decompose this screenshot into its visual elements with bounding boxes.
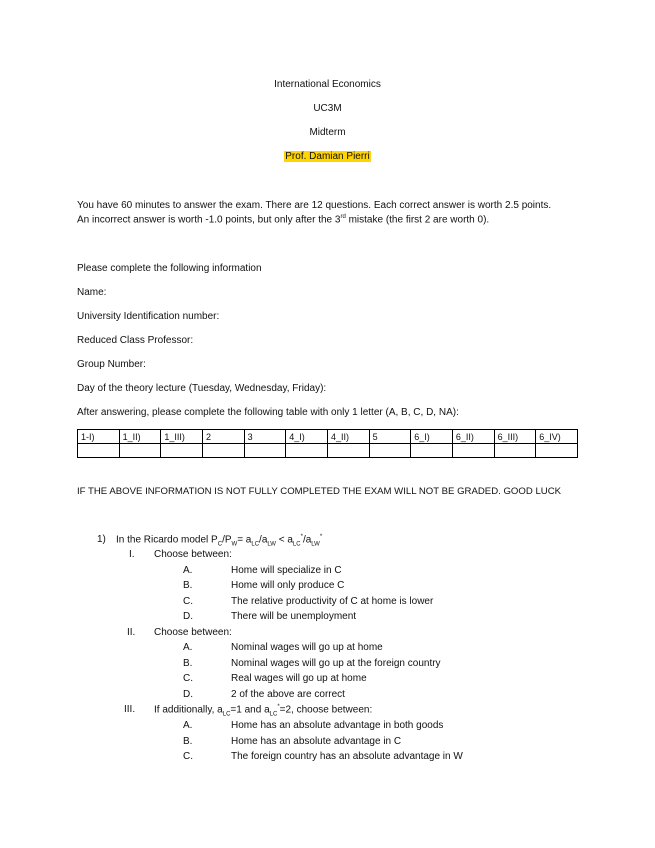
table-instructions: After answering, please complete the following table with only 1 letter (A, B, C, D, NA):: [77, 407, 459, 418]
university-name: UC3M: [313, 103, 342, 114]
option-text[interactable]: Home will only produce C: [231, 580, 345, 591]
answer-header-cell: 1_III): [161, 430, 203, 444]
option-letter: D.: [183, 689, 193, 700]
instructions-line-1: You have 60 minutes to answer the exam. There are 12 questions. Each correct answer is worth 2.5 points.: [77, 200, 552, 211]
question-1-number: 1): [97, 534, 106, 545]
answer-cell[interactable]: [494, 444, 536, 458]
answer-cell[interactable]: [369, 444, 411, 458]
option-letter: A.: [183, 720, 193, 731]
answer-cell[interactable]: [244, 444, 286, 458]
question-1-stem: In the Ricardo model $P_C/P_W= a_{LC}/a_{LW} < a_{LC}^*/a_{LW}^*$: [116, 534, 323, 548]
answer-cell[interactable]: [452, 444, 494, 458]
option-text[interactable]: Nominal wages will go up at the foreign country: [231, 658, 441, 669]
option-text[interactable]: There will be unemployment: [231, 611, 357, 622]
answer-cell[interactable]: [536, 444, 578, 458]
answer-table: [77, 429, 578, 458]
professor-name: Prof. Damian Pierri: [285, 151, 370, 162]
completion-warning: IF THE ABOVE INFORMATION IS NOT FULLY COMPLETED THE EXAM WILL NOT BE GRADED. GOOD LUCK: [77, 486, 562, 497]
answer-header-cell: 6_I): [411, 430, 453, 444]
uid-field-label: University Identification number:: [77, 311, 220, 322]
group-number-label: Group Number:: [77, 359, 146, 370]
answer-header-cell: 4_II): [327, 430, 369, 444]
option-letter: C.: [183, 673, 193, 684]
course-title: International Economics: [274, 79, 381, 90]
option-text[interactable]: Home has an absolute advantage in C: [231, 736, 402, 747]
answer-cell[interactable]: [161, 444, 203, 458]
answer-header-cell: 6_II): [452, 430, 494, 444]
option-text[interactable]: Real wages will go up at home: [231, 673, 367, 684]
option-letter: B.: [183, 580, 193, 591]
option-letter: B.: [183, 736, 193, 747]
theory-lecture-day-label: Day of the theory lecture (Tuesday, Wednesday, Friday):: [77, 383, 327, 394]
exam-title: Midterm: [309, 127, 346, 138]
instructions-line-2: An incorrect answer is worth -1.0 points, but only after the 3rd mistake (the first 2 are worth 0).: [77, 214, 490, 226]
part-2-prompt: Choose between:: [154, 627, 232, 638]
answer-cell[interactable]: [202, 444, 244, 458]
answer-header-cell: 6_III): [494, 430, 536, 444]
answer-cell[interactable]: [119, 444, 161, 458]
reduced-class-professor-label: Reduced Class Professor:: [77, 335, 194, 346]
answer-header-cell: 6_IV): [536, 430, 578, 444]
option-letter: C.: [183, 596, 193, 607]
answer-cell[interactable]: [78, 444, 120, 458]
answer-header-cell: 1-I): [78, 430, 120, 444]
part-1-numeral: I.: [129, 549, 135, 560]
option-letter: A.: [183, 565, 193, 576]
part-3-prompt: If additionally, $a_{LC}=1$ and $a_{LC}^*=2$, choose between:: [154, 704, 373, 718]
answer-table-answer-row: [78, 444, 578, 458]
option-text[interactable]: Home will specialize in C: [231, 565, 342, 576]
answer-header-cell: 4_I): [286, 430, 328, 444]
answer-table-header-row: [78, 430, 578, 444]
name-field-label: Name:: [77, 287, 107, 298]
answer-cell[interactable]: [411, 444, 453, 458]
option-letter: D.: [183, 611, 193, 622]
answer-cell[interactable]: [327, 444, 369, 458]
part-3-numeral: III.: [124, 704, 136, 715]
answer-header-cell: 2: [202, 430, 244, 444]
option-text[interactable]: Nominal wages will go up at home: [231, 642, 383, 653]
option-text[interactable]: The relative productivity of C at home is lower: [231, 596, 434, 607]
part-2-numeral: II.: [127, 627, 136, 638]
option-text[interactable]: 2 of the above are correct: [231, 689, 345, 700]
answer-header-cell: 5: [369, 430, 411, 444]
part-1-prompt: Choose between:: [154, 549, 232, 560]
answer-header-cell: 3: [244, 430, 286, 444]
professor-line: [0, 151, 655, 162]
form-intro: Please complete the following information: [77, 263, 262, 274]
option-letter: C.: [183, 751, 193, 762]
option-letter: B.: [183, 658, 193, 669]
answer-cell[interactable]: [286, 444, 328, 458]
option-text[interactable]: The foreign country has an absolute advantage in W: [231, 751, 463, 762]
option-letter: A.: [183, 642, 193, 653]
option-text[interactable]: Home has an absolute advantage in both goods: [231, 720, 444, 731]
answer-header-cell: 1_II): [119, 430, 161, 444]
